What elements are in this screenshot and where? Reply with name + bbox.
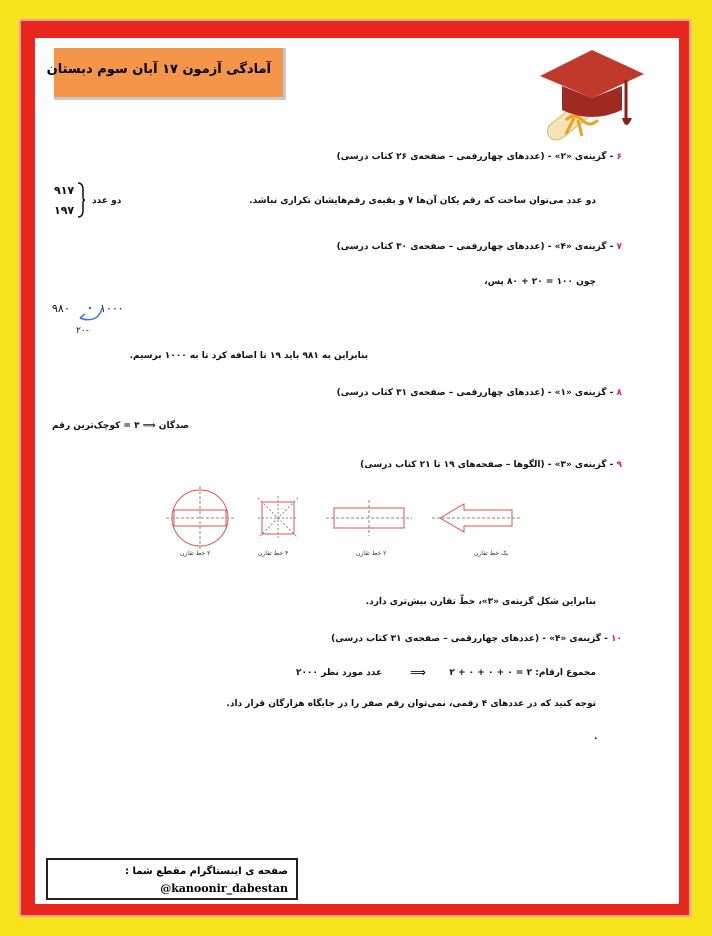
q6-body: دو عدد می‌توان ساخت که رقم یکان آن‌ها ۷ و بقیه‌ی رقم‌هایشان تکراری نباشد. bbox=[249, 196, 596, 206]
page-title: آمادگی آزمون ۱۷ آبان سوم دبستان bbox=[46, 62, 271, 77]
shape-label-2: ۴ خط تقارن bbox=[258, 550, 289, 557]
q10-heading-text: - گزینه‌ی «۴» - (عددهای چهاررقمی – صفحه‌ی ۳۱ کتاب درسی) bbox=[331, 634, 608, 644]
q8-heading bbox=[337, 388, 622, 398]
q6-number-1: ۹۱۷ bbox=[54, 184, 75, 197]
q9-conclusion: بنابراین شکل گزینه‌ی «۳»، خطّ تقارن بیش‌تری دارد. bbox=[365, 597, 596, 607]
q7-heading-text: - گزینه‌ی «۴» - (عددهای چهاررقمی – صفحه‌ی ۳۰ کتاب درسی) bbox=[336, 242, 614, 252]
q10-dot: . bbox=[594, 732, 598, 742]
page-content bbox=[33, 36, 681, 906]
jump-arrow-icon bbox=[74, 304, 106, 328]
q6-label: دو عدد bbox=[92, 196, 122, 206]
q8-number: ۸ bbox=[616, 388, 622, 398]
q6-heading bbox=[337, 152, 622, 162]
q6-number: ۶ bbox=[616, 152, 622, 162]
shape-label-1: ۲ خط تقارن bbox=[180, 550, 211, 557]
q6-heading-text: - گزینه‌ی «۲» - (عددهای چهاررقمی – صفحه‌ی ۲۶ کتاب درسی) bbox=[336, 152, 614, 162]
q8-heading-text: - گزینه‌ی «۱» - (عددهای چهاررقمی – صفحه‌ی ۳۱ کتاب درسی) bbox=[336, 388, 614, 398]
square-shape bbox=[258, 496, 298, 540]
q10-result: عدد مورد نظر ۲۰۰۰ bbox=[296, 668, 383, 678]
q9-heading-text: - گزینه‌ی «۳» - (الگوها – صفحه‌های ۱۹ تا ۲۱ کتاب درسی) bbox=[360, 460, 614, 470]
q10-note: توجه کنید که در عددهای ۴ رقمی، نمی‌توان رقم صفر را در جایگاه هزارگان قرار داد. bbox=[226, 699, 596, 709]
instagram-box bbox=[46, 858, 298, 900]
q9-heading bbox=[360, 460, 622, 470]
q7-from: ۹۸۰ bbox=[52, 302, 70, 315]
q10-number: ۱۰ bbox=[611, 634, 622, 644]
q10-heading bbox=[331, 634, 622, 644]
rectangle-shape bbox=[326, 500, 412, 536]
title-banner bbox=[46, 48, 286, 100]
q7-heading bbox=[337, 242, 622, 252]
circle-shape bbox=[166, 486, 234, 550]
q7-line1: چون ۱۰۰ = ۲۰ + ۸۰ پس، bbox=[484, 277, 596, 287]
q7-to: ۱۰۰۰ bbox=[100, 302, 124, 315]
q7-number: ۷ bbox=[616, 242, 622, 252]
footer-label: صفحه ی اینستاگرام مقطع شما : bbox=[124, 866, 288, 877]
q7-minus: -۲۰ bbox=[76, 326, 89, 336]
brace-icon bbox=[76, 182, 86, 218]
q9-number: ۹ bbox=[616, 460, 622, 470]
shape-label-4: یک خط تقارن bbox=[474, 550, 509, 557]
q10-sum: مجموع ارقام: ۲ = ۰ + ۰ + ۰ + ۲ bbox=[449, 668, 596, 678]
arrow-shape bbox=[432, 504, 520, 532]
q6-number-2: ۱۹۷ bbox=[54, 204, 75, 217]
q10-arrow: ⟹ bbox=[410, 666, 426, 679]
q7-conclusion: بنابراین به ۹۸۱ باید ۱۹ تا اضافه کرد تا به ۱۰۰۰ برسیم. bbox=[129, 351, 368, 361]
q8-body: صدگان ⟹ ۳ = کوچک‌ترین رقم bbox=[52, 421, 189, 431]
graduation-cap-icon bbox=[526, 40, 650, 144]
shape-label-3: ۲ خط تقارن bbox=[356, 550, 387, 557]
instagram-handle[interactable]: @kanoonir_dabestan bbox=[160, 882, 288, 895]
